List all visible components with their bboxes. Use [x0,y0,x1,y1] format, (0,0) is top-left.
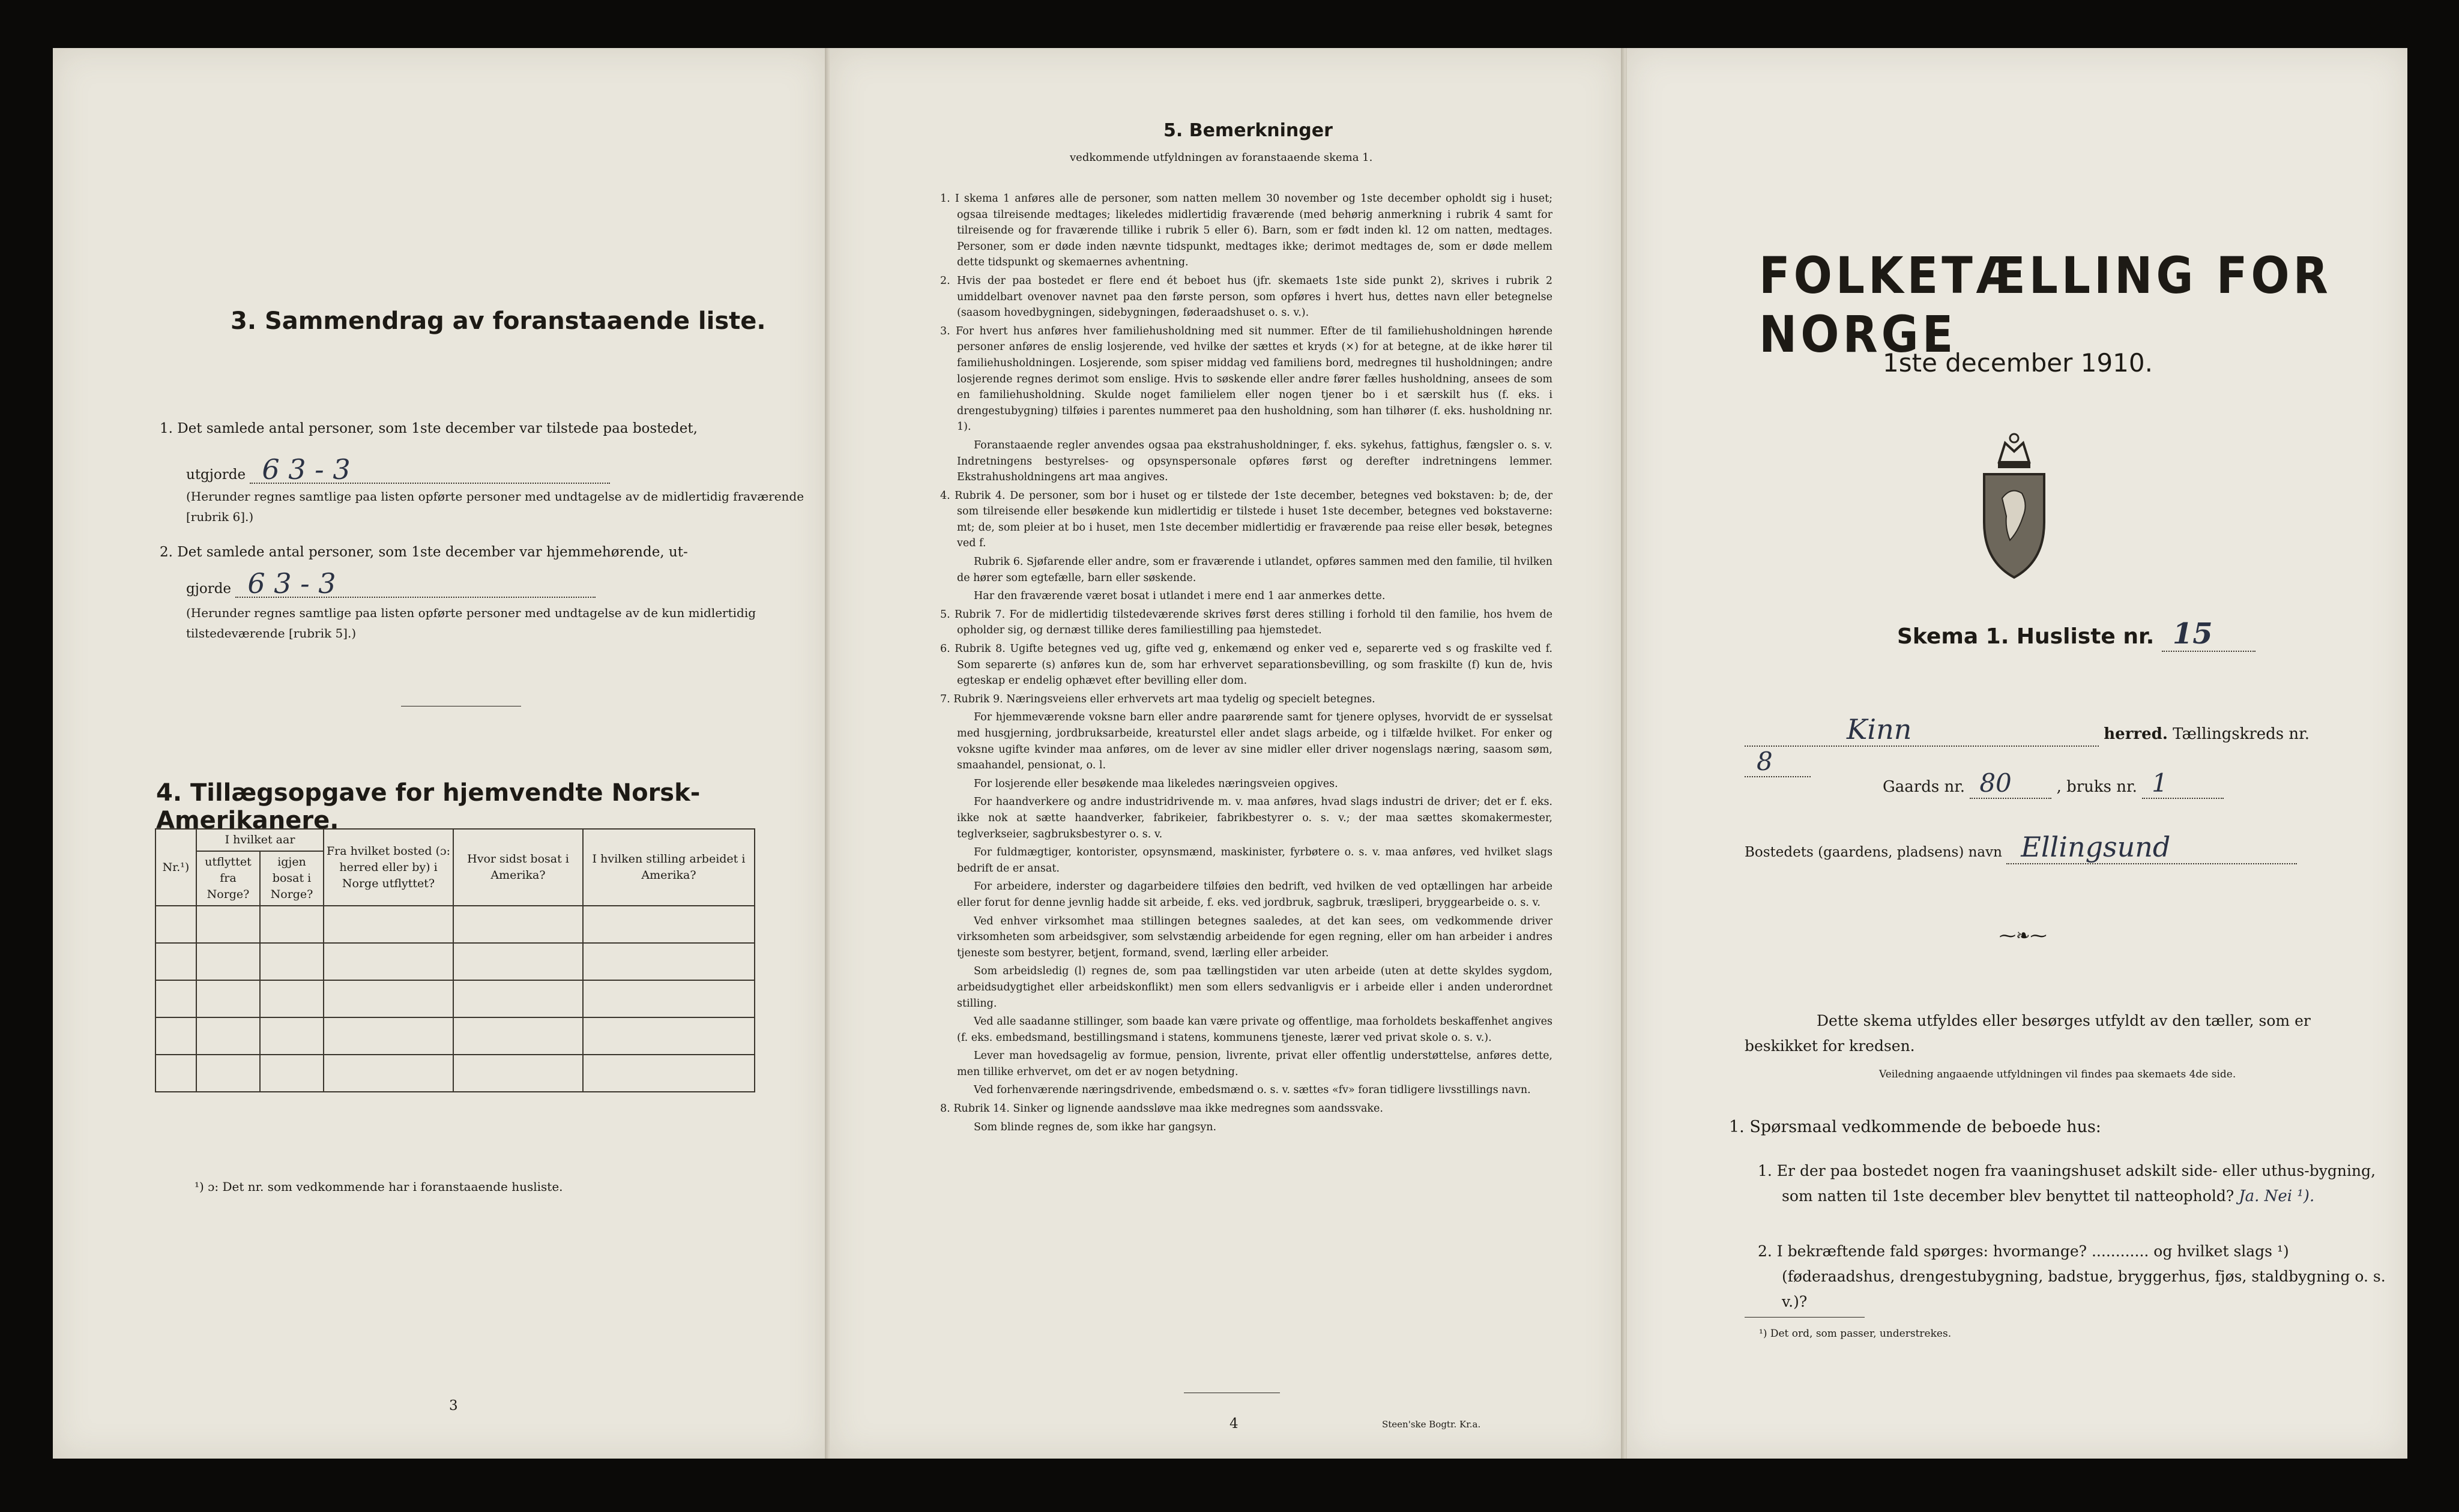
item2-prefix: gjorde [186,581,232,597]
item1-note: (Herunder regnes samtlige paa listen opførte personer med undtagelse av de midlertidig fraværende [rubrik 6].) [186,489,804,524]
remark-2: 2. Hvis der paa bostedet er flere end ét beboet hus (jfr. skemaets 1ste side punkt 2), skrives i rubrik 2 umiddelbart ovenover navnet paa den første person, som opføres i hvert hus, dettes navn eller betegnelse (saasom hovedbygningen, sidebygningen, føderaadshuset o. s. v.). [940,274,1552,319]
gaards-value: 80 [1970,768,2051,799]
divider [1745,1317,1865,1318]
remark-4b: Rubrik 6. Sjøfarende eller andre, som er fraværende i utlandet, opføres sammen med den familie, til hvilken de hører som egtefælle, barn eller søskende. [957,556,1552,584]
right-footnote: ¹) Det ord, som passer, understrekes. [1759,1328,1952,1340]
table-row [155,1055,755,1092]
gaards-label: Gaards nr. [1883,778,1966,796]
section3-title: 3. Sammendrag av foranstaaende liste. [231,307,766,335]
bosted-value: Ellingsund [2006,831,2297,864]
item2-value: 6 3 - 3 [235,570,596,598]
section4-title: 4. Tillægsopgave for hjemvendte Norsk-Amerikanere. [156,779,701,834]
norway-coat-of-arms-icon [1975,426,2053,582]
norsk-amerikanere-table [155,828,755,1092]
table-footnote: ¹) ɔ: Det nr. som vedkommende har i foranstaaende husliste. [195,1179,563,1194]
remark-1: 1. I skema 1 anføres alle de personer, som natten mellem 30 november og 1ste december opholdt sig i huset; ogsaa tilreisende medtages; likeledes midlertidig fraværende (med behørig anmerkning i rubrik 4 samt for tilreisende og for fraværende tillike i rubrik 5 eller 6). Barn, som er født inden kl. 12 om natten, medtages. Personer, som er døde inden nævnte tidspunkt, medtages ikke; derimot medtages de, som er døde mellem dette tidspunkt og skemaernes avhentning. [940,193,1552,269]
remark-7e: For fuldmægtiger, kontorister, opsynsmænd, maskinister, fyrbøtere o. s. v. maa anføres, ved hvilket slags bedrift de er ansat. [957,846,1552,875]
remark-8: 8. Rubrik 14. Sinker og lignende aandssløve maa ikke medregnes som aandssvake. [940,1103,1383,1115]
census-title: FOLKETÆLLING FOR NORGE [1759,246,2332,364]
col-amerika-header: Hvor sidst bosat i Amerika? [453,829,583,906]
guide-text: Veiledning angaaende utfyldningen vil findes paa skemaets 4de side. [1879,1068,2236,1080]
item1-value: 6 3 - 3 [250,456,610,484]
herred-label: herred. [2104,725,2168,743]
bosted-line [1745,831,2297,864]
question-1 [1758,1158,2388,1209]
col-igjen-header: igjen bosat i Norge? [260,851,324,906]
printer-mark: Steen'ske Bogtr. Kr.a. [1382,1419,1481,1430]
remarks-list [940,191,1552,1137]
remarks-subtitle: vedkommende utfyldningen av foranstaaende skema 1. [1070,151,1373,164]
table-row [155,943,755,980]
kreds-label: Tællingskreds nr. [2173,725,2310,743]
remark-4c: Har den fraværende været bosat i utlandet i mere end 1 aar anmerkes dette. [974,590,1386,603]
remark-7h: Som arbeidsledig (l) regnes de, som paa tællingstiden var uten arbeide (uten at dette skyldes sygdom, arbeidsudygtighet eller arbeidskonflikt) men som ellers sedvanligvis er i arbeide eller i anden underordnet stilling. [957,965,1552,1010]
item2-text: 2. Det samlede antal personer, som 1ste december var hjemmehørende, ut- [160,544,688,560]
table-row [155,980,755,1017]
herred-value: Kinn [1745,713,2099,747]
col-bosted-header: Fra hvilket bosted (ɔ: herred eller by) i Norge utflyttet? [324,829,453,906]
bruks-label: , bruks nr. [2056,778,2137,796]
remark-7k: Ved forhenværende næringsdrivende, embedsmænd o. s. v. sættes «fv» foran tidligere livsstillings navn. [974,1084,1531,1097]
remark-3b: Foranstaaende regler anvendes ogsaa paa ekstrahusholdninger, f. eks. sykehus, fattighus, fængsler o. s. v. Indretningens bestyrelses- og opsynspersonale opføres først og derefter indretningens lemmer. Ekstrahusholdningens art maa angives. [957,439,1552,484]
gaards-line [1883,768,2224,799]
schema-line [1897,617,2255,652]
remark-4: 4. Rubrik 4. De personer, som bor i huset og er tilstede der 1ste december, betegnes ved bokstaven: b; de, der som tilreisende eller besøkende kun midlertidig er tilstede i huset 1ste december, betegnes ved bokstaverne: mt; de, som pleier at bo i huset, men 1ste december midlertidig er fraværende paa reise eller besøk, betegnes ved f. [940,489,1552,550]
remark-7b: For hjemmeværende voksne barn eller andre paarørende samt for tjenere oplyses, hvorvidt de er sysselsat med husgjerning, jordbruksarbeide, kreaturstel eller andet slags arbeide, og i tilfælde hvilket. For enker og voksne ugifte kvinder maa anføres, om de lever av sine midler eller driver nogenslags næring, saasom søm, smaahandel, pensionat, o. l. [957,711,1552,772]
question-1-answer: Ja. Nei ¹). [2239,1187,2315,1205]
remark-7f: For arbeidere, inderster og dagarbeidere tilføies den bedrift, ved hvilken de ved optællingen har arbeide eller forut for denne jevnlig hadde sit arbeide, f. eks. ved jordbruk, sagbruk, træsliperi, bryggearbeide o. s. v. [957,881,1552,909]
remarks-title: 5. Bemerkninger [1163,120,1333,141]
census-date: 1ste december 1910. [1883,348,2153,378]
page-right [1627,48,2407,1459]
remark-6: 6. Rubrik 8. Ugifte betegnes ved ug, gifte ved g, enkemænd og enker ved e, separerte ved s og fraskilte ved f. Som separerte (s) anføres kun de, som har erhvervet separationsbevilling, og som fraskilte (f) kun de, hvis egteskap er endelig ophævet efter bevilling eller dom. [940,643,1552,687]
questions-title: 1. Spørsmaal vedkommende de beboede hus: [1729,1118,2101,1136]
page-left [53,48,825,1459]
page-middle [830,48,1621,1459]
bruks-value: 1 [2142,768,2224,799]
table-row [155,906,755,943]
schema-label: Skema 1. Husliste nr. [1897,624,2155,649]
remark-7j: Lever man hovedsagelig av formue, pension, livrente, privat eller offentlig understøttelse, anføres dette, men tillike erhvervet, om det er av nogen betydning. [957,1050,1552,1078]
herred-line [1745,713,2345,777]
remark-7d: For haandverkere og andre industridrivende m. v. maa anføres, hvad slags industri de driver; det er f. eks. ikke nok at sætte haandverker, fabrikeier, fabrikbestyrer o. s. v.; der maa sættes skomakermester, teglverkseier, sagbruksbestyrer o. s. v. [957,796,1552,840]
page-number: 3 [449,1398,458,1414]
intro-text: Dette skema utfyldes eller besørges utfyldt av den tæller, som er beskikket for kredsen. [1745,1012,2311,1055]
page-number: 4 [1230,1416,1239,1432]
ornament: ⁓❧⁓ [1999,926,2047,945]
remark-7g: Ved enhver virksomhet maa stillingen betegnes saaledes, at det kan sees, om vedkommende driver virksomheten som arbeidsgiver, som selvstændig arbeidende for egen regning, eller om han arbeider i andres tjeneste som bestyrer, betjent, formand, svend, lærling eller arbeider. [957,915,1552,959]
item2-line [186,567,596,602]
remark-5: 5. Rubrik 7. For de midlertidig tilstedeværende skrives først deres stilling i forhold til den familie, hos hvem de opholder sig, og dernæst tillike deres familiestilling paa hjemstedet. [940,608,1552,637]
remark-7c: For losjerende eller besøkende maa likeledes næringsveien opgives. [974,777,1338,790]
item1-prefix: utgjorde [186,467,246,483]
remark-8b: Som blinde regnes de, som ikke har gangsyn. [974,1121,1217,1133]
bosted-label: Bostedets (gaardens, pladsens) navn [1745,845,2002,860]
item1-text: 1. Det samlede antal personer, som 1ste december var tilstede paa bostedet, [160,421,698,436]
husliste-number: 15 [2162,617,2255,652]
kreds-value: 8 [1745,747,1811,777]
item2-note: (Herunder regnes samtlige paa listen opførte personer med undtagelse av de kun midlertidig tilstedeværende [rubrik 5].) [186,606,756,640]
question-2: 2. I bekræftende fald spørges: hvormange? ............ og hvilket slags ¹) (føderaadshus, drengestubygning, badstue, bryggerhus, fjøs, staldbygning o. s. v.)? [1758,1242,2386,1310]
col-stilling-header: I hvilken stilling arbeidet i Amerika? [583,829,755,906]
remark-7: 7. Rubrik 9. Næringsveiens eller erhvervets art maa tydelig og specielt betegnes. [940,693,1375,705]
col-utflyttet-header: utflyttet fra Norge? [196,851,260,906]
table-row [155,1017,755,1055]
remark-7i: Ved alle saadanne stillinger, som baade kan være private og offentlige, maa forholdets beskaffenhet angives (f. eks. embedsmand, bestillingsmand i statens, kommunens tjeneste, lærer ved privat skole o. s. v.). [957,1016,1552,1044]
col-nr-header: Nr.¹) [155,829,196,906]
col-group-header: I hvilket aar [196,829,324,851]
item1-line [186,453,610,488]
question-1-text: 1. Er der paa bostedet nogen fra vaaningshuset adskilt side- eller uthus-bygning, som natten til 1ste december blev benyttet til natteophold? [1758,1162,2376,1205]
remark-3: 3. For hvert hus anføres hver familiehusholdning med sit nummer. Efter de til familiehusholdningen hørende personer anføres de enslig losjerende, ved hvilke der sættes et kryds (×) for at betegne, at de ikke hører til familiehusholdningen. Losjerende, som spiser middag ved familiens bord, medregnes til husholdningen; andre losjerende regnes derimot som enslige. Hvis to søskende eller andre fører fælles husholdning, ansees de som en familiehusholdning. Skulde noget familielem eller nogen tjener bo i et særskilt hus (f. eks. i drengestubygning) tilføies i parentes nummeret paa den husholdning, som han tilhører (f. eks. husholdning nr. 1). [940,325,1552,433]
